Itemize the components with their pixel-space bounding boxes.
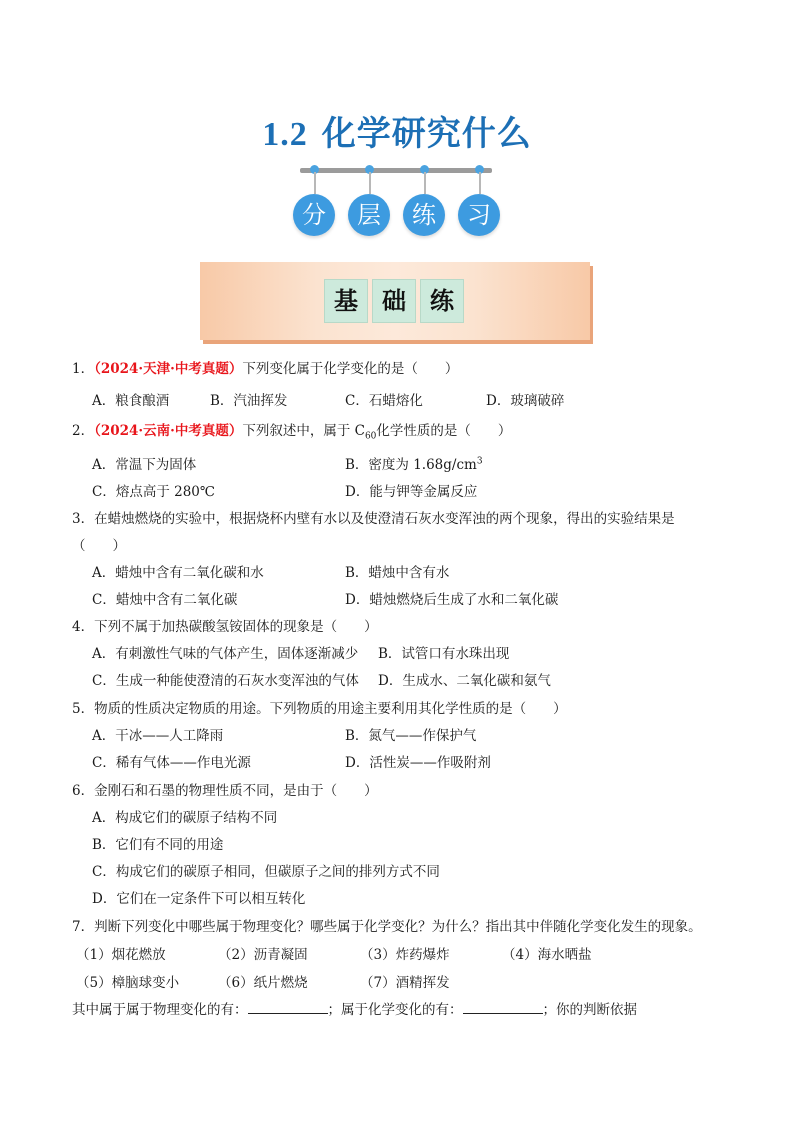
- decor-rail: [300, 168, 492, 173]
- question-text: 化学性质的是（ ）: [376, 423, 512, 439]
- q7-item-1: （1）烟花燃放: [76, 947, 166, 963]
- question-number: 1．: [72, 361, 95, 377]
- question-4-stem: 4．下列不属于加热碳酸氢铵固体的现象是（ ）: [72, 619, 378, 635]
- q5-option-b: B．氮气——作保护气: [345, 728, 477, 744]
- q7-item-5: （5）樟脑球变小: [76, 975, 180, 991]
- badge-xi: 习: [458, 194, 500, 236]
- lesson-title: 化学研究什么: [321, 114, 532, 154]
- question-5-stem: 5．物质的性质决定物质的用途。下列物质的用途主要利用其化学性质的是（ ）: [72, 701, 567, 717]
- q6-option-c: C．构成它们的碳原子相同，但碳原子之间的排列方式不同: [92, 864, 440, 880]
- question-text: 下列变化属于化学变化的是（ ）: [242, 361, 459, 377]
- badge-fen: 分: [293, 194, 335, 236]
- question-text: 下列叙述中，属于 C: [242, 423, 365, 439]
- question-1-stem: [72, 357, 458, 377]
- q6-option-d: D．它们在一定条件下可以相互转化: [92, 891, 306, 907]
- section-char: 基: [324, 279, 368, 323]
- q7-item-3: （3）炸药爆炸: [360, 947, 450, 963]
- rail-pin: [369, 172, 371, 194]
- q2-option-c: C．熔点高于 280℃: [92, 484, 215, 500]
- answer-blank-chemical[interactable]: [463, 1000, 543, 1014]
- q4-option-b: B．试管口有水珠出现: [378, 646, 510, 662]
- q2-option-a: A．常温下为固体: [92, 457, 197, 473]
- question-6-stem: 6．金刚石和石墨的物理性质不同，是由于（ ）: [72, 783, 378, 799]
- question-3-stem: 3．在蜡烛燃烧的实验中，根据烧杯内壁有水以及使澄清石灰水变浑浊的两个现象，得出的实验结果是: [72, 511, 675, 527]
- q1-option-a: A．粮食酿酒: [92, 393, 170, 409]
- badge-lian: 练: [403, 194, 445, 236]
- superscript: 3: [476, 456, 483, 467]
- section-char: 础: [372, 279, 416, 323]
- q7-item-2: （2）沥青凝固: [218, 947, 308, 963]
- question-source: （2024·天津·中考真题）: [94, 361, 243, 377]
- q3-option-b: B．蜡烛中含有水: [345, 565, 450, 581]
- question-3-stem-cont: （ ）: [72, 538, 126, 554]
- q2-option-d: D．能与钾等金属反应: [345, 484, 478, 500]
- q4-option-d: D．生成水、二氧化碳和氨气: [378, 673, 551, 689]
- page-title: [0, 106, 794, 155]
- option-text: B．密度为 1.68g/cm: [345, 457, 477, 473]
- q7-item-7: （7）酒精挥发: [360, 975, 450, 991]
- q4-option-a: A．有刺激性气味的气体产生，固体逐渐减少: [92, 646, 359, 662]
- rail-pin: [314, 172, 316, 194]
- q1-option-b: B．汽油挥发: [210, 393, 288, 409]
- subscript: 60: [364, 431, 377, 442]
- q7-item-6: （6）纸片燃烧: [218, 975, 308, 991]
- q5-option-d: D．活性炭——作吸附剂: [345, 755, 491, 771]
- rail-pin: [479, 172, 481, 194]
- q6-option-b: B．它们有不同的用途: [92, 837, 224, 853]
- q3-option-a: A．蜡烛中含有二氧化碳和水: [92, 565, 264, 581]
- question-2-stem: [72, 419, 511, 442]
- q5-option-a: A．干冰——人工降雨: [92, 728, 224, 744]
- rail-pin: [424, 172, 426, 194]
- q1-option-d: D．玻璃破碎: [486, 393, 565, 409]
- answer-blank-physical[interactable]: [248, 1000, 328, 1014]
- q1-option-c: C．石蜡熔化: [345, 393, 423, 409]
- q7-answer-line: [72, 998, 637, 1018]
- q2-option-b: [345, 453, 483, 473]
- answer-prompt: 其中属于属于物理变化的有：: [72, 1002, 248, 1018]
- question-7-stem: 7．判断下列变化中哪些属于物理变化？哪些属于化学变化？为什么？指出其中伴随化学变化发生的现象。: [72, 919, 702, 935]
- answer-prompt: ；你的判断依据: [542, 1002, 637, 1018]
- badge-ceng: 层: [348, 194, 390, 236]
- answer-prompt: ；属于化学变化的有：: [327, 1002, 463, 1018]
- section-banner: [200, 262, 590, 340]
- q6-option-a: A．构成它们的碳原子结构不同: [92, 810, 278, 826]
- question-source: （2024·云南·中考真题）: [94, 423, 243, 439]
- question-number: 2．: [72, 423, 95, 439]
- q7-item-4: （4）海水晒盐: [502, 947, 592, 963]
- section-char: 练: [420, 279, 464, 323]
- q5-option-c: C．稀有气体——作电光源: [92, 755, 251, 771]
- q3-option-d: D．蜡烛燃烧后生成了水和二氧化碳: [345, 592, 559, 608]
- lesson-number: 1.2: [262, 116, 308, 153]
- q4-option-c: C．生成一种能使澄清的石灰水变浑浊的气体: [92, 673, 359, 689]
- q3-option-c: C．蜡烛中含有二氧化碳: [92, 592, 238, 608]
